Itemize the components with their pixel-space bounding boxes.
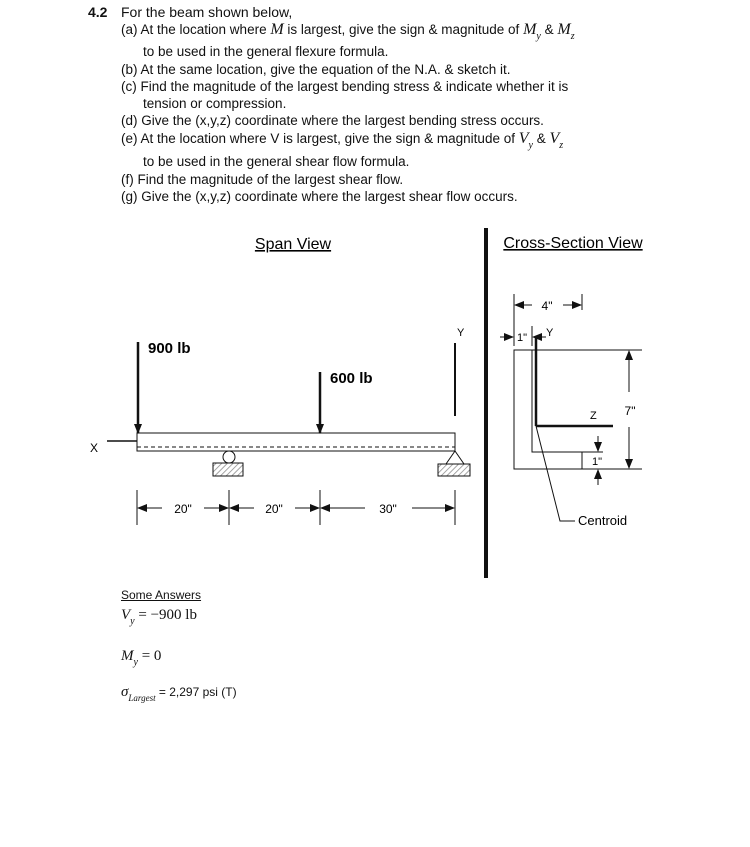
height-label: 7" (624, 404, 636, 418)
symbol-My-sub: y (536, 31, 541, 42)
my-sub: y (133, 657, 138, 668)
sigma-symbol: σ (121, 684, 129, 700)
vy-value: = −900 lb (134, 607, 197, 623)
roller-ground (213, 463, 243, 476)
answer-my (121, 648, 162, 668)
dim-20-a: 20" (174, 502, 192, 516)
angle-section (514, 350, 582, 469)
item-c: (c) Find the magnitude of the largest bending stress & indicate whether it is (121, 79, 569, 94)
roller-support (223, 451, 235, 463)
section-y-label: Y (546, 327, 554, 339)
symbol-Vz-sub: z (559, 140, 564, 151)
symbol-Vy-sub: y (528, 140, 533, 151)
pin-support (446, 451, 464, 464)
dim-20-b: 20" (265, 502, 283, 516)
dim-30: 30" (379, 502, 397, 516)
item-c-cont: tension or compression. (143, 96, 287, 111)
item-a-text: (a) At the location where (121, 22, 271, 37)
section-z-label: Z (590, 410, 597, 422)
sigma-sub: Largest (128, 693, 156, 703)
load-600-label: 600 lb (330, 370, 373, 387)
item-e-text: (e) At the location where V is largest, give the sign & magnitude of (121, 131, 519, 146)
item-a-cont: to be used in the general flexure formula. (143, 44, 389, 59)
vy-symbol: V (121, 607, 131, 623)
load-900-label: 900 lb (148, 340, 191, 357)
pin-ground (438, 464, 470, 476)
problem-number: 4.2 (88, 4, 108, 20)
span-view-title: Span View (254, 236, 332, 253)
item-d: (d) Give the (x,y,z) coordinate where the largest bending stress occurs. (121, 113, 544, 128)
item-a-amp: & (540, 22, 558, 37)
beam (137, 433, 455, 451)
thickness-label: 1" (516, 332, 528, 344)
my-symbol: M (121, 648, 134, 664)
my-value: = 0 (137, 648, 162, 664)
cross-section-title: Cross-Section View (503, 235, 643, 252)
item-e-amp: & (532, 131, 550, 146)
item-b: (b) At the same location, give the equation of the N.A. & sketch it. (121, 62, 511, 77)
x-axis-label: X (90, 441, 99, 455)
item-f: (f) Find the magnitude of the largest shear flow. (121, 172, 404, 187)
problem-intro: For the beam shown below, (121, 4, 293, 20)
symbol-Vy: V (518, 130, 529, 147)
item-g: (g) Give the (x,y,z) coordinate where the largest shear flow occurs. (121, 189, 518, 204)
symbol-My: M (523, 21, 537, 38)
answers-title: Some Answers (121, 588, 202, 602)
centroid-label: Centroid (578, 513, 628, 528)
flange-label: 1" (591, 456, 603, 468)
y-axis-label: Y (457, 327, 465, 339)
symbol-Mz: M (557, 21, 571, 38)
item-a-mid: is largest, give the sign & magnitude of (283, 22, 524, 37)
symbol-M: M (270, 21, 284, 38)
item-e-cont: to be used in the general shear flow formula. (143, 154, 410, 169)
centroid-leader (536, 426, 575, 521)
answer-sigma (121, 684, 237, 701)
symbol-Mz-sub: z (570, 31, 575, 42)
symbol-Vz: V (549, 130, 560, 147)
width-label: 4" (541, 299, 553, 313)
sigma-value: = 2,297 psi (T) (155, 685, 237, 699)
answer-vy (121, 607, 197, 627)
vy-sub: y (130, 616, 135, 627)
